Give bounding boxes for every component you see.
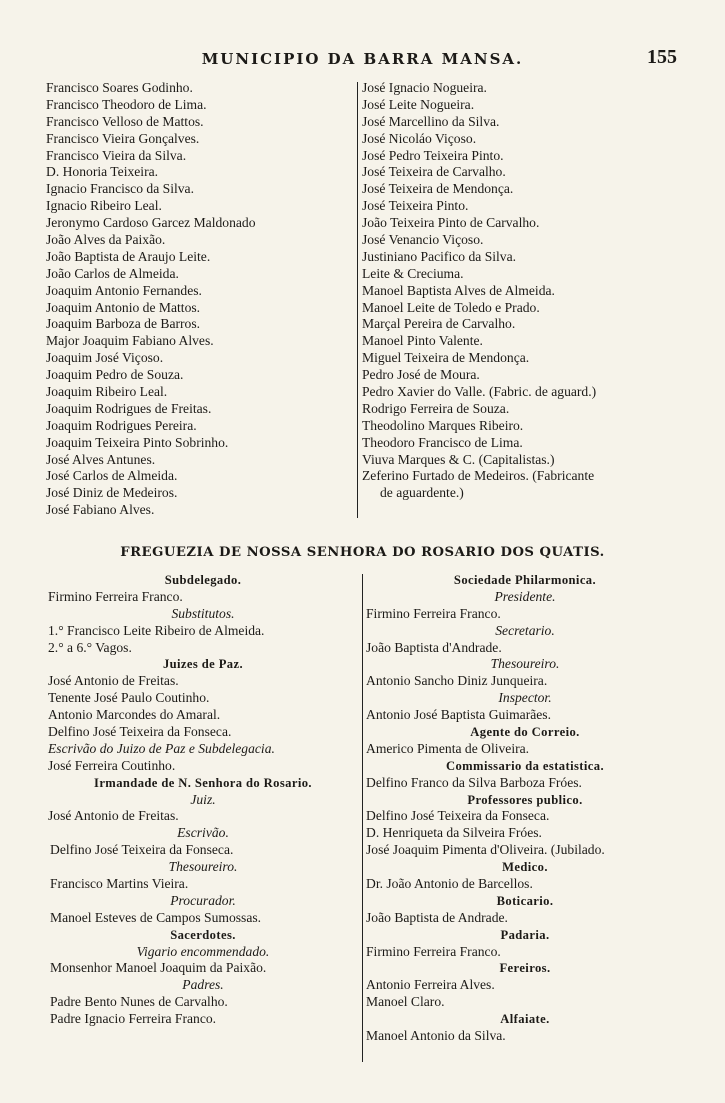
page-title: MUNICIPIO DA BARRA MANSA. [201, 50, 524, 68]
list-item: Firmino Ferreira Franco. [366, 943, 501, 959]
list-item: Joaquim Rodrigues de Freitas. [46, 400, 212, 416]
office-heading: Boticario. [496, 893, 554, 908]
list-item: Francisco Velloso de Mattos. [46, 113, 204, 129]
office-heading: Sociedade Philarmonica. [453, 573, 597, 587]
list-item: Joaquim Pedro de Souza. [46, 367, 184, 383]
list-item: Manoel Leite de Toledo e Prado. [362, 299, 540, 315]
list-item: Antonio Sancho Diniz Junqueira. [366, 673, 548, 689]
list-item: José Antonio de Freitas. [48, 808, 179, 824]
role-heading: Substitutos. [171, 605, 235, 621]
list-item: Joaquim Antonio de Mattos. [46, 299, 201, 315]
list-item: João Baptista de Andrade. [366, 909, 508, 925]
list-item: José Carlos de Almeida. [46, 468, 178, 484]
list-item: Delfino José Teixeira da Fonseca. [48, 724, 232, 740]
list-item: Monsenhor Manoel Joaquim da Paixão. [50, 960, 267, 976]
list-item: Manoel Claro. [366, 994, 445, 1010]
role-heading: Escrivão do Juizo de Paz e Subdelegacia. [48, 740, 275, 756]
list-item: Firmino Ferreira Franco. [366, 605, 501, 621]
list-item: João Baptista de Araujo Leite. [46, 248, 211, 264]
list-item: D. Henriqueta da Silveira Fróes. [366, 825, 542, 841]
list-item: Francisco Vieira da Silva. [46, 147, 187, 163]
role-heading: Secretario. [495, 622, 555, 638]
list-item: José Marcellino da Silva. [362, 113, 500, 129]
list-item: Rodrigo Ferreira de Souza. [362, 400, 510, 416]
list-item: 2.° a 6.° Vagos. [48, 639, 132, 655]
list-item: Padre Bento Nunes de Carvalho. [50, 994, 228, 1010]
list-item: 1.° Francisco Leite Ribeiro de Almeida. [48, 622, 265, 638]
list-item: Tenente José Paulo Coutinho. [48, 690, 210, 706]
list-item: Joaquim Rodrigues Pereira. [46, 417, 197, 433]
section-heading: FREGUEZIA DE NOSSA SENHORA DO ROSARIO DOS QUATIS. [120, 545, 605, 560]
office-heading: Juizes de Paz. [162, 657, 244, 672]
list-item: Viuva Marques & C. (Capitalistas.) [362, 451, 555, 467]
list-item: Miguel Teixeira de Mendonça. [362, 350, 530, 366]
list-item: Major Joaquim Fabiano Alves. [46, 333, 214, 349]
list-item: Dr. João Antonio de Barcellos. [366, 876, 533, 892]
office-heading: Agente do Correio. [470, 725, 580, 740]
page-number: 155 [647, 46, 677, 68]
list-item: João Alves da Paixão. [46, 232, 166, 248]
list-item: Delfino José Teixeira da Fonseca. [50, 842, 234, 858]
role-heading: Inspector. [498, 690, 552, 706]
list-item: Justiniano Pacifico da Silva. [362, 248, 517, 264]
office-heading: Professores publico. [467, 792, 583, 807]
list-item: Manoel Pinto Valente. [362, 333, 483, 349]
office-heading: Medico. [502, 860, 548, 875]
list-item: Antonio Marcondes do Amaral. [48, 707, 221, 723]
list-item: Jeronymo Cardoso Garcez Maldonado [46, 215, 256, 231]
office-heading: Irmandade de N. Senhora do Rosario. [94, 775, 312, 790]
office-heading: Sacerdotes. [170, 927, 236, 942]
role-heading: Thesoureiro. [168, 859, 238, 875]
list-item: José Venancio Viçoso. [362, 232, 484, 248]
list-item: Delfino José Teixeira da Fonseca. [366, 808, 550, 824]
list-item: João Teixeira Pinto de Carvalho. [362, 215, 540, 231]
list-item: Joaquim Antonio Fernandes. [46, 282, 202, 298]
list-item: José Teixeira de Carvalho. [362, 164, 506, 180]
office-heading: Commissario da estatistica. [445, 758, 605, 773]
list-item: Theodoro Francisco de Lima. [362, 434, 523, 450]
list-item: Manoel Antonio da Silva. [366, 1028, 506, 1044]
list-item: João Carlos de Almeida. [46, 265, 179, 281]
list-item: José Ferreira Coutinho. [48, 757, 176, 773]
list-item: Marçal Pereira de Carvalho. [362, 316, 516, 332]
list-item: José Joaquim Pimenta d'Oliveira. (Jubilado. [366, 842, 605, 858]
office-heading: Padaria. [500, 927, 550, 942]
list-item: José Leite Nogueira. [362, 96, 475, 112]
list-item: José Teixeira Pinto. [362, 198, 469, 214]
office-heading: Fereiros. [499, 961, 551, 976]
list-item: Francisco Soares Godinho. [46, 80, 193, 95]
office-heading: Alfaiate. [500, 1012, 550, 1027]
list-item: Joaquim Barboza de Barros. [46, 316, 201, 332]
list-item: Ignacio Francisco da Silva. [46, 181, 194, 197]
upper-right-column [362, 80, 682, 502]
list-item: Zeferino Furtado de Medeiros. (Fabricante [362, 468, 595, 484]
list-item: Joaquim Teixeira Pinto Sobrinho. [46, 434, 229, 450]
column-divider [362, 574, 363, 1062]
list-item: José Ignacio Nogueira. [362, 80, 487, 95]
list-item: Pedro Xavier do Valle. (Fabric. de aguard.) [362, 384, 597, 400]
upper-left-column [46, 80, 351, 519]
list-item: Manoel Esteves de Campos Sumossas. [50, 909, 262, 925]
list-item: Americo Pimenta de Oliveira. [366, 740, 530, 756]
list-item: José Diniz de Medeiros. [46, 485, 178, 501]
lower-left-column [48, 572, 358, 1028]
column-divider [357, 82, 358, 518]
list-item: José Fabiano Alves. [46, 502, 155, 518]
list-item: Firmino Ferreira Franco. [48, 588, 183, 604]
list-item: Francisco Martins Vieira. [50, 876, 189, 892]
office-heading: Subdelegado. [164, 573, 242, 587]
list-item: Delfino Franco da Silva Barboza Fróes. [366, 774, 582, 790]
list-item: Manoel Baptista Alves de Almeida. [362, 282, 555, 298]
role-heading: Padres. [182, 977, 224, 993]
list-item: Pedro José de Moura. [362, 367, 480, 383]
list-item: Francisco Theodoro de Lima. [46, 96, 207, 112]
list-item: Theodolino Marques Ribeiro. [362, 417, 524, 433]
list-item: José Pedro Teixeira Pinto. [362, 147, 504, 163]
role-heading: Procurador. [170, 892, 236, 908]
running-head [0, 46, 725, 72]
lower-right-column [366, 572, 684, 1045]
role-heading: Thesoureiro. [490, 656, 560, 672]
list-item: Joaquim Ribeiro Leal. [46, 384, 168, 400]
list-item: Ignacio Ribeiro Leal. [46, 198, 162, 214]
list-item: Francisco Vieira Gonçalves. [46, 130, 200, 146]
list-item: João Baptista d'Andrade. [366, 639, 502, 655]
list-item: José Teixeira de Mendonça. [362, 181, 514, 197]
list-item: de aguardente.) [380, 485, 464, 501]
list-item: José Nicoláo Viçoso. [362, 130, 477, 146]
role-heading: Vigario encommendado. [136, 943, 270, 959]
role-heading: Presidente. [494, 588, 556, 604]
list-item: José Alves Antunes. [46, 451, 156, 467]
role-heading: Escrivão. [177, 825, 229, 841]
role-heading: Juiz. [190, 791, 216, 807]
list-item: Leite & Creciuma. [362, 265, 464, 281]
list-item: Padre Ignacio Ferreira Franco. [50, 1011, 217, 1027]
list-item: Joaquim José Viçoso. [46, 350, 164, 366]
list-item: Antonio José Baptista Guimarães. [366, 707, 551, 723]
list-item: Antonio Ferreira Alves. [366, 977, 495, 993]
list-item: D. Honoria Teixeira. [46, 164, 159, 180]
list-item: José Antonio de Freitas. [48, 673, 179, 689]
